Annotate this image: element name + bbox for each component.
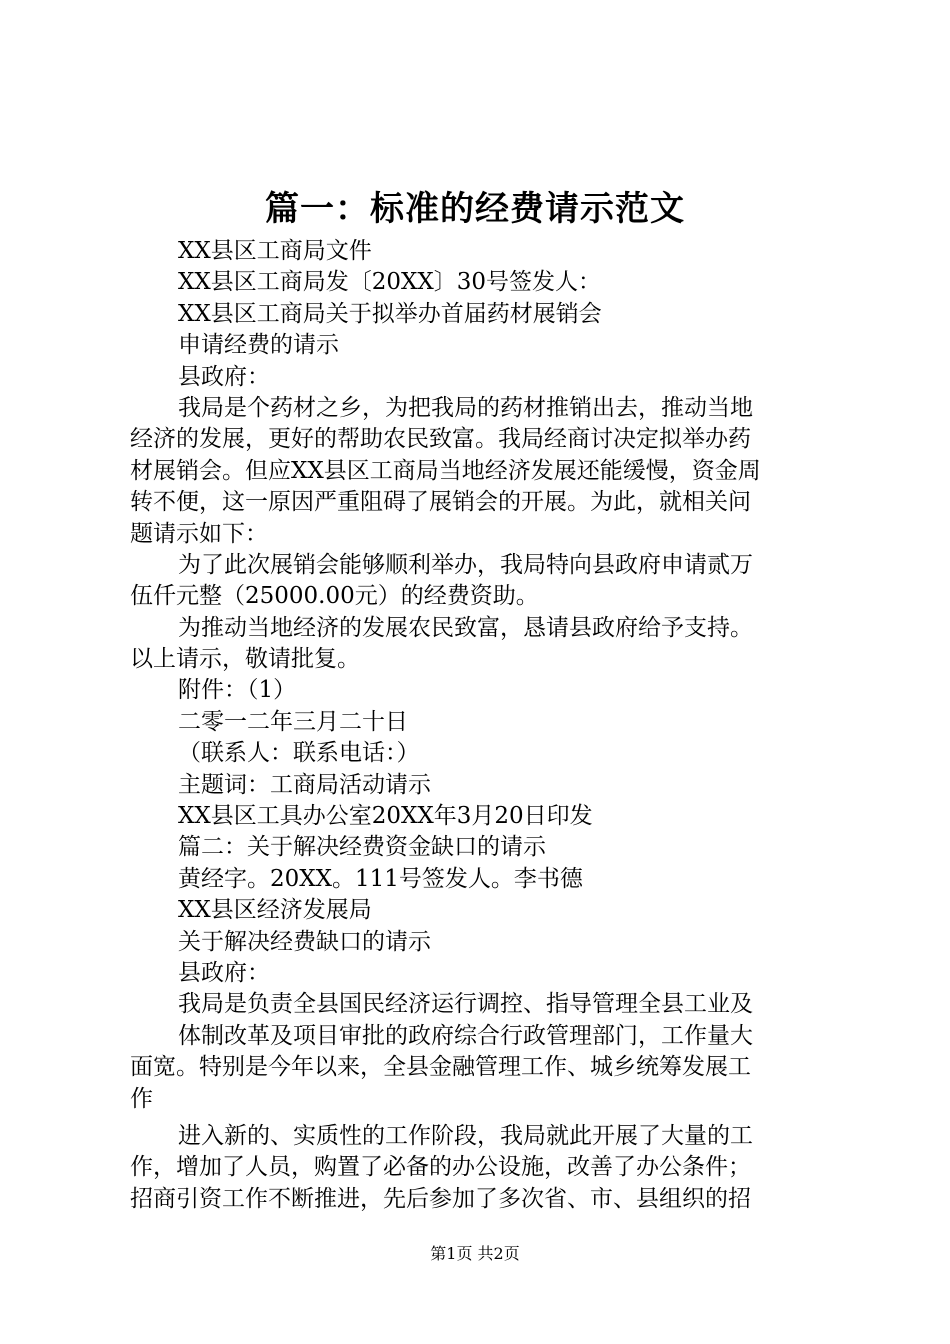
text-line: 作 [130, 1085, 153, 1112]
text-line: XX县区工具办公室20XX年3月20日印发 [178, 803, 593, 830]
text-line: 进入新的、实质性的工作阶段，我局就此开展了大量的工 [178, 1122, 753, 1149]
text-line: 关于解决经费缺口的请示 [178, 928, 431, 955]
text-line: 题请示如下： [130, 520, 268, 547]
text-line: XX县区工商局关于拟举办首届药材展销会 [178, 300, 602, 327]
document-title: 篇一：标准的经费请示范文 [265, 189, 685, 229]
text-line: 县政府： [178, 959, 270, 986]
text-line: 为推动当地经济的发展农民致富，恳请县政府给予支持。 [178, 614, 753, 641]
text-line: XX县区工商局文件 [178, 238, 372, 264]
document-body [130, 236, 830, 1215]
text-line: 伍仟元整（25000.00元）的经费资助。 [130, 583, 539, 610]
text-line: 以上请示，敬请批复。 [130, 646, 360, 673]
page-footer: 第1页 共2页 [430, 1244, 520, 1263]
text-line: 申请经费的请示 [178, 332, 339, 359]
text-line: 转不便，这一原因严重阻碍了展销会的开展。为此，就相关问 [130, 489, 751, 516]
text-line: 附件：（1） [178, 677, 297, 704]
text-line: 我局是个药材之乡，为把我局的药材推销出去，推动当地 [178, 394, 753, 421]
text-line: 面宽。特别是今年以来，全县金融管理工作、城乡统筹发展工 [130, 1054, 751, 1081]
text-line: XX县区工商局发〔20XX〕30号签发人： [178, 269, 602, 296]
text-line: 篇二：关于解决经费资金缺口的请示 [178, 834, 546, 861]
text-line: （联系人：联系电话：） [178, 740, 420, 767]
text-line: 我局是负责全县国民经济运行调控、指导管理全县工业及 [178, 991, 753, 1018]
text-line: 主题词：工商局活动请示 [178, 771, 431, 798]
text-line: 招商引资工作不断推进，先后参加了多次省、市、县组织的招 [130, 1185, 751, 1212]
text-line: 二零一二年三月二十日 [178, 708, 408, 735]
text-line: 为了此次展销会能够顺利举办，我局特向县政府申请贰万 [178, 551, 753, 578]
text-line: 材展销会。但应XX县区工商局当地经济发展还能缓慢，资金周 [130, 457, 761, 484]
text-line: 县政府： [178, 363, 270, 390]
text-line: 经济的发展，更好的帮助农民致富。我局经商讨决定拟举办药 [130, 426, 751, 453]
text-line: XX县区经济发展局 [178, 897, 372, 924]
text-line: 体制改革及项目审批的政府综合行政管理部门，工作量大 [178, 1022, 753, 1049]
text-line: 黄经字。20XX。111号签发人。李书德 [178, 865, 583, 892]
text-line: 作，增加了人员，购置了必备的办公设施，改善了办公条件； [130, 1154, 751, 1181]
